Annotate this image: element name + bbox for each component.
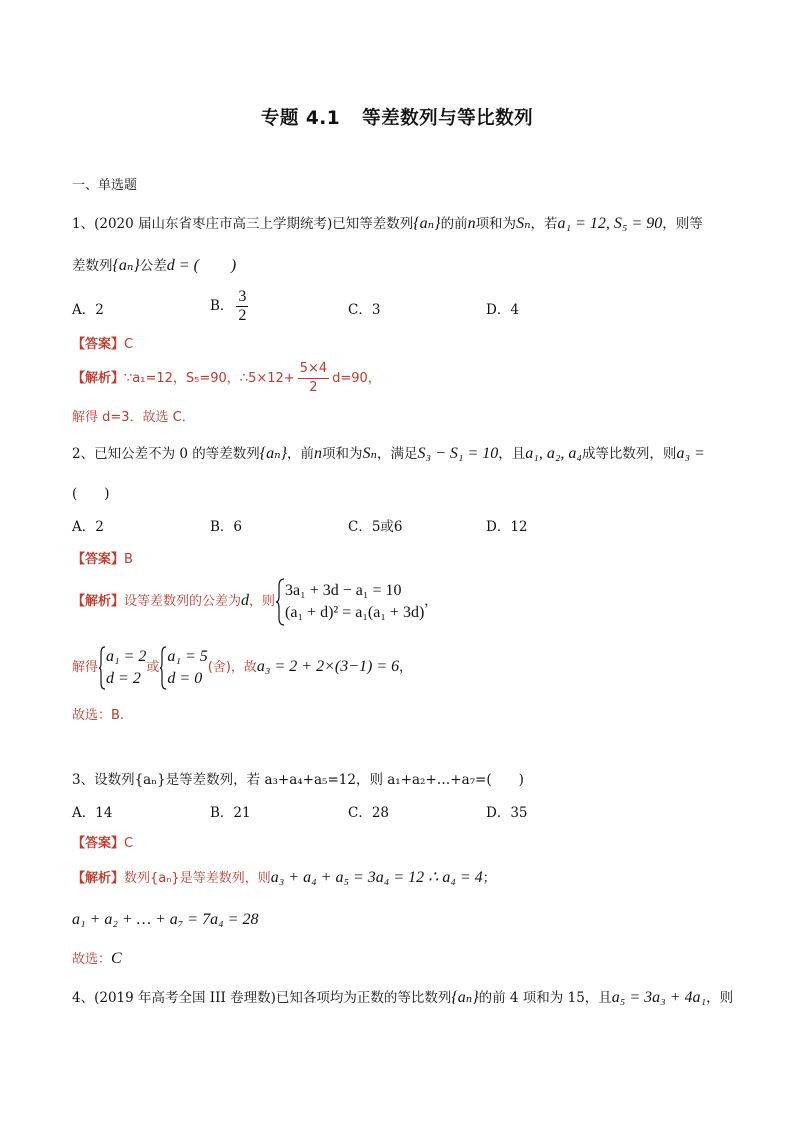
q2-analysis [72,576,437,627]
q1-option-b [210,288,251,325]
q3-option-a: A．14 [72,805,113,821]
q1-mid: 的前 [440,216,468,232]
q2-solution-b: ，则 [249,594,276,609]
question-1 [72,214,703,234]
answer-value: C [124,337,134,352]
q1-answer [72,334,133,355]
q1-option-d: D．4 [486,302,519,318]
q3-final-value: C [111,950,122,967]
q1-mid2: 项和为 [475,216,517,232]
q3-option-c: C．28 [348,805,390,821]
q1-solution-a: ∵a₁=12，S₅=90，∴5×12+ [124,371,295,386]
q3-option-d: D．35 [486,805,528,821]
q1-condition: a₁ = 12, S₅ = 90 [557,215,663,232]
q2-n: n [314,445,323,462]
q2-result-b: (舍)，故 [207,660,257,675]
q2-res-eq3: a₁ = 5 [167,647,208,665]
q2-result-system-1 [106,646,146,690]
q1-solution-fraction [298,360,329,397]
analysis-label: 【解析】 [72,371,125,386]
frac-denominator: 2 [309,380,318,395]
q2-res-eq2: d = 2 [106,669,141,687]
q2-answer [72,549,133,570]
q1-sn: Sₙ [516,215,531,232]
q2-result-d: ， [399,660,413,675]
q2-result-c: a₃ = 2 + 2×(3−1) = 6 [256,658,400,675]
question-3: 3、设数列{aₙ}是等差数列，若 a₃+a₄+a₅=12，则 a₁+a₂+…+a₇=( ) [72,772,524,788]
q1-solution-b: d=90， [332,371,381,386]
q1-mid3: ，若 [530,216,558,232]
q2-result-a: 解得 [72,660,99,675]
q3-solution-line2: a₁ + a₂ + … + a₇ = 7a₄ = 28 [72,911,259,928]
q2-solution-c: ， [424,594,438,609]
analysis-label: 【解析】 [72,594,125,609]
q2-text-f: 成等比数列，则 [581,446,677,462]
q1-prefix: 1、(2020 届山东省枣庄市高三上学期统考)已知等差数列 [72,216,414,232]
q4-condition: a₅ = 3a₃ + 4a₁ [611,989,707,1006]
q2-solution-a: 设等差数列的公差为 [124,594,242,609]
page-title [0,104,794,130]
q2-seq: {aₙ} [259,445,288,462]
q4-text-b: 的前 4 项和为 15，且 [478,990,612,1006]
q1-end: ，则等 [662,216,703,232]
q4-text-c: ，则 [706,990,734,1006]
question-1-line2 [72,256,236,276]
q3-solution-b: a₃ + a₄ + a₅ = 3a₄ = 12 ∴ a₄ = 4 [270,869,483,886]
question-4 [72,988,733,1008]
analysis-label: 【解析】 [72,871,125,886]
frac-denominator: 2 [238,307,247,324]
q1-line2b: 公差 [139,258,167,274]
q2-option-a: A．2 [72,519,104,535]
question-2 [72,444,705,464]
q2-condition: S₃ − S₁ = 10 [417,445,499,462]
q3-final-label: 故选： [72,952,112,967]
q3-solution-a: 数列{aₙ}是等差数列，则 [124,871,271,886]
q2-result-system-2 [167,646,207,690]
q1-n: n [467,215,476,232]
q1-solution-line2: 解得 d=3．故选 C． [72,410,195,425]
q4-text-a: 4、(2019 年高考全国 III 卷理数)已知各项均为正数的等比数列 [72,990,452,1006]
q2-result-or: 或 [146,660,160,675]
q4-seq: {aₙ} [451,989,479,1006]
answer-value: C [124,836,134,851]
q1-option-c: C．3 [348,302,381,318]
q2-option-c: C．5或6 [348,519,403,535]
q1-line2a: 差数列 [72,258,113,274]
q2-system [285,580,424,624]
q1-seq: {aₙ} [413,215,441,232]
q2-result [72,642,412,693]
q2-text-b: ，前 [287,446,315,462]
q1-option-b-label: B． [210,298,234,314]
frac-numerator: 3 [238,288,247,305]
left-brace-icon [159,646,167,690]
frac-numerator: 5×4 [298,360,329,379]
q2-d: d [241,592,250,609]
q2-option-b: B．6 [210,519,243,535]
title-text: 等差数列与等比数列 [362,108,534,129]
q3-answer [72,833,133,854]
answer-label: 【答案】 [72,836,125,851]
q2-text-e: ，且 [498,446,526,462]
q2-target: a₃ = [676,445,705,462]
q3-final [72,949,122,970]
q2-text-a: 2、已知公差不为 0 的等差数列 [72,446,260,462]
answer-label: 【答案】 [72,337,125,352]
q3-option-b: B．21 [210,805,251,821]
q2-text-c: 项和为 [322,446,363,462]
q1-seq2: {aₙ} [112,257,140,274]
answer-value: B [124,552,133,567]
q2-res-eq4: d = 0 [167,669,203,687]
answer-label: 【答案】 [72,552,125,567]
q2-paren: ( ) [72,486,110,502]
q1-analysis [72,360,381,397]
q3-analysis [72,868,496,889]
q2-res-eq1: a₁ = 2 [106,647,147,665]
q2-system-eq2: (a₁ + d)² = a₁(a₁ + 3d) [285,603,425,621]
q1-line2c: d = ( ) [166,257,237,274]
q2-final: 故选：B. [72,708,125,723]
q2-system-eq1: 3a₁ + 3d − a₁ = 10 [285,581,402,599]
section-heading: 一、单选题 [72,178,138,193]
q2-sn: Sₙ [362,445,378,462]
left-brace-icon [275,578,285,626]
title-number: 专题 4.1 [260,108,341,129]
q1-option-b-fraction [236,288,248,325]
q3-solution-c: ； [482,871,496,886]
q1-option-a: A．2 [72,302,104,318]
left-brace-icon [98,646,106,690]
q2-seq-terms: a₁, a₂, a₄ [525,445,582,462]
q2-text-d: ，满足 [377,446,418,462]
q2-option-d: D．12 [486,519,528,535]
